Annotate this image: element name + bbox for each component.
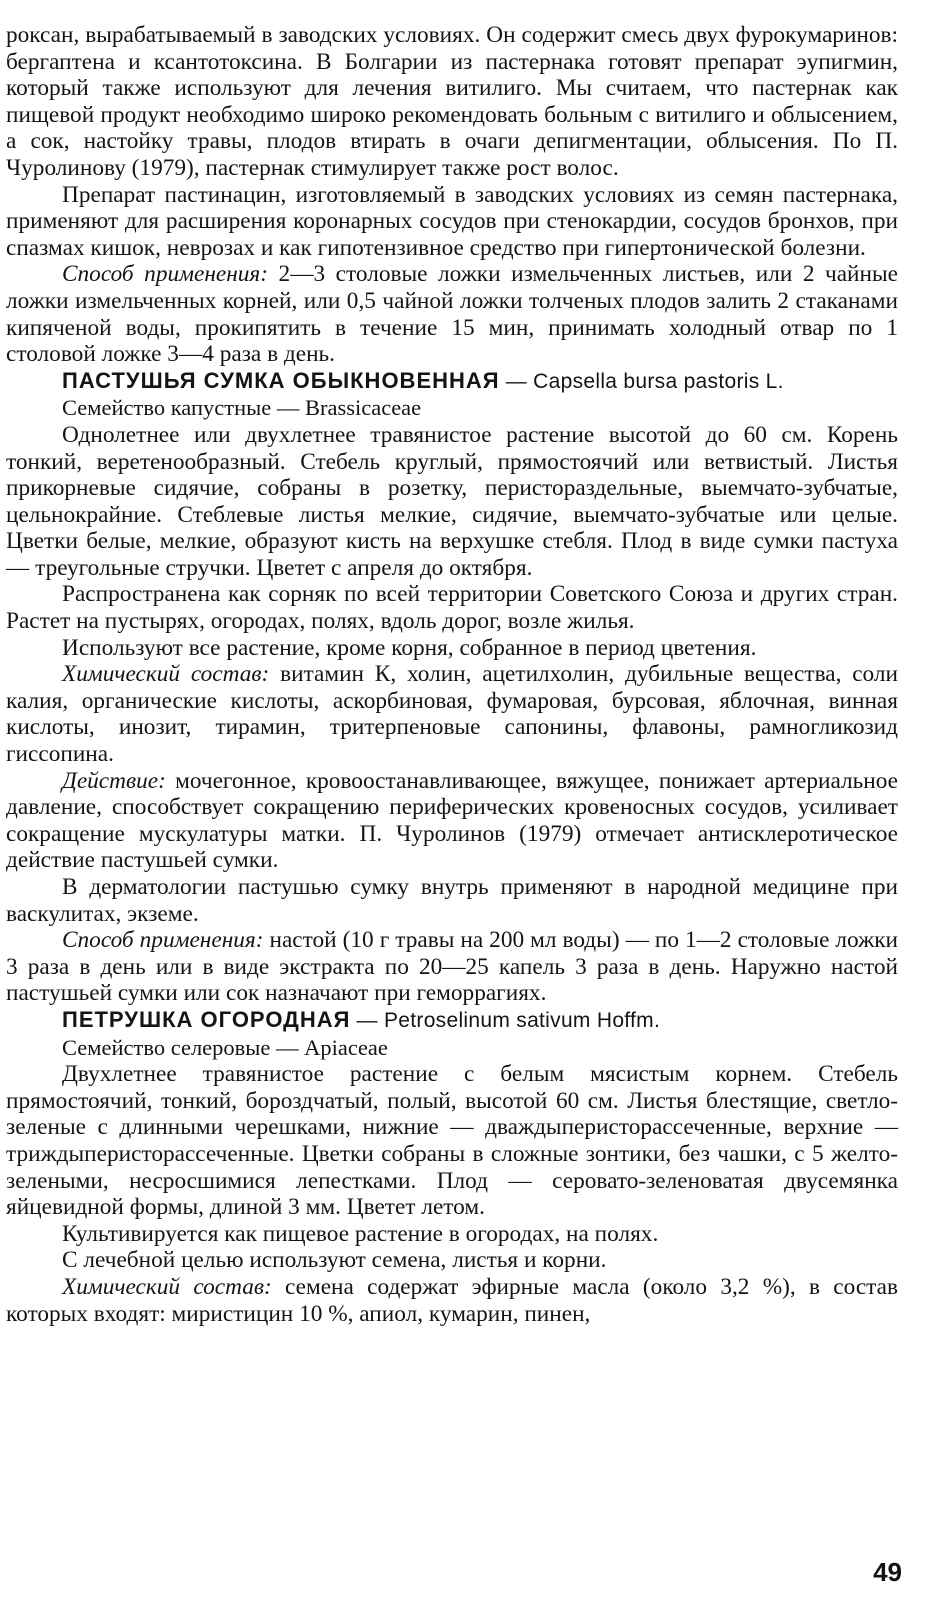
action-label: Действие: bbox=[62, 767, 166, 794]
usage-text: настой (10 г травы на 200 мл воды) — по 1—2 столовые ложки 3 раза в день или в виде экстракта по 20—25 капель 3 раза в день. Наружно настой пастушьей сумки или сок назначают при геморрагиях. bbox=[6, 927, 898, 1007]
family-line: Семейство селеровые — Apiaceae bbox=[62, 1034, 388, 1060]
heading-title: ПАСТУШЬЯ СУМКА ОБЫКНОВЕННАЯ bbox=[62, 367, 500, 393]
chemical-label: Химический состав: bbox=[62, 661, 270, 688]
paragraph-pasternak-2: Препарат пастинацин, изготовляемый в заводских условиях из семян пастернака, применяют для расширения коронарных сосудов при стенокардии, сосудов бронхов, при спазмах кишок, неврозах и как гипотензивное средство при гипертонической болезни. bbox=[6, 181, 898, 261]
chemical-label: Химический состав: bbox=[62, 1273, 272, 1300]
heading-shepherds-purse bbox=[6, 368, 898, 396]
paragraph-used-parts: Используют все растение, кроме корня, собранное в период цветения. bbox=[62, 634, 757, 661]
paragraph-used-parts: С лечебной целью используют семена, листья и корни. bbox=[62, 1247, 607, 1274]
action-text: мочегонное, кровоостанавливающее, вяжущее, понижает артериальное давление, способствует сокращению периферических кровеносных сосудов, усиливает сокращение мускулатуры матки. П. Чуролинов (1979) отмечает антисклеротическое действие пастушьей сумки. bbox=[6, 767, 898, 874]
usage-label: Способ применения: bbox=[62, 261, 269, 288]
family-line: Семейство капустные — Brassicaceae bbox=[62, 395, 422, 421]
paragraph-distribution: Распространена как сорняк по всей территории Советского Союза и других стран. Растет на пустырях, огородах, полях, вдоль дорог, возле жилья. bbox=[6, 581, 898, 635]
heading-parsley bbox=[6, 1007, 898, 1035]
usage-label: Способ применения: bbox=[62, 927, 264, 954]
chemical-text: семена содержат эфирные масла (около 3,2 %), в состав которых входят: миристицин 10 %, апиол, кумарин, пинен, bbox=[6, 1273, 898, 1327]
paragraph-pasternak-usage bbox=[6, 261, 898, 367]
paragraph-action bbox=[6, 768, 898, 874]
paragraph-usage bbox=[6, 927, 898, 1007]
paragraph-chemical-composition bbox=[6, 661, 898, 767]
heading-latin-name: — Petroselinum sativum Hoffm. bbox=[350, 1008, 661, 1032]
paragraph-cultivation: Культивируется как пищевое растение в огородах, на полях. bbox=[62, 1220, 659, 1247]
heading-latin-name: — Capsella bursa pastoris L. bbox=[499, 369, 784, 393]
paragraph-description: Двухлетнее травянистое растение с белым мясистым корнем. Стебель прямостоячий, тонкий, бороздчатый, полый, высотой 60 см. Листья блестящие, светло-зеленые с длинными черешками, нижние — дваждыперисторассеченные, верхние — триждыперисторассеченные. Цветки собраны в сложные зонтики, без чашки, с 5 желто-зелеными, несросшимися лепестками. Плод — серовато-зеленоватая двусемянка яйцевидной формы, длиной 3 мм. Цветет летом. bbox=[6, 1061, 898, 1221]
paragraph-pasternak-1: роксан, вырабатываемый в заводских условиях. Он содержит смесь двух фурокумаринов: бергаптена и ксантотоксина. В Болгарии из пастернака готовят препарат эупигмин, который также используют для лечения витилиго. Мы считаем, что пастернак как пищевой продукт необходимо широко рекомендовать больным с витилиго и облысением, а сок, настойку травы, плодов втирать в очаги депигментации, облысения. По П. Чуролинову (1979), пастернак стимулирует также рост волос. bbox=[6, 22, 898, 181]
paragraph-description: Однолетнее или двухлетнее травянистое растение высотой до 60 см. Корень тонкий, веретенообразный. Стебель круглый, прямостоячий или ветвистый. Листья прикорневые сидячие, собраны в розетку, перистораздельные, выемчато-зубчатые, цельнокрайние. Стеблевые листья мелкие, сидячие, выемчато-зубчатые или целые. Цветки белые, мелкие, образуют кисть на верхушке стебля. Плод в виде сумки пастуха — треугольные стручки. Цветет с апреля до октября. bbox=[6, 421, 898, 581]
paragraph-dermatology: В дерматологии пастушью сумку внутрь применяют в народной медицине при васкулитах, экземе. bbox=[6, 874, 898, 927]
heading-title: ПЕТРУШКА ОГОРОДНАЯ bbox=[62, 1006, 351, 1032]
paragraph-chemical-composition bbox=[6, 1274, 898, 1327]
usage-text: 2—3 столовые ложки измельченных листьев, или 2 чайные ложки измельченных корней, или 0,5 чайной ложки толченых плодов залить 2 стаканами кипяченой воды, прокипятить в течение 15 мин, принимать холодный отвар по 1 столовой ложке 3—4 раза в день. bbox=[6, 261, 898, 368]
page-number: 49 bbox=[873, 1557, 902, 1587]
chemical-text: витамин К, холин, ацетилхолин, дубильные вещества, соли калия, органические кислоты, аскорбиновая, фумаровая, бурсовая, яблочная, винная кислоты, инозит, тирамин, тритерпеновые сапонины, флавоны, рамногликозид гиссопина. bbox=[6, 661, 898, 768]
